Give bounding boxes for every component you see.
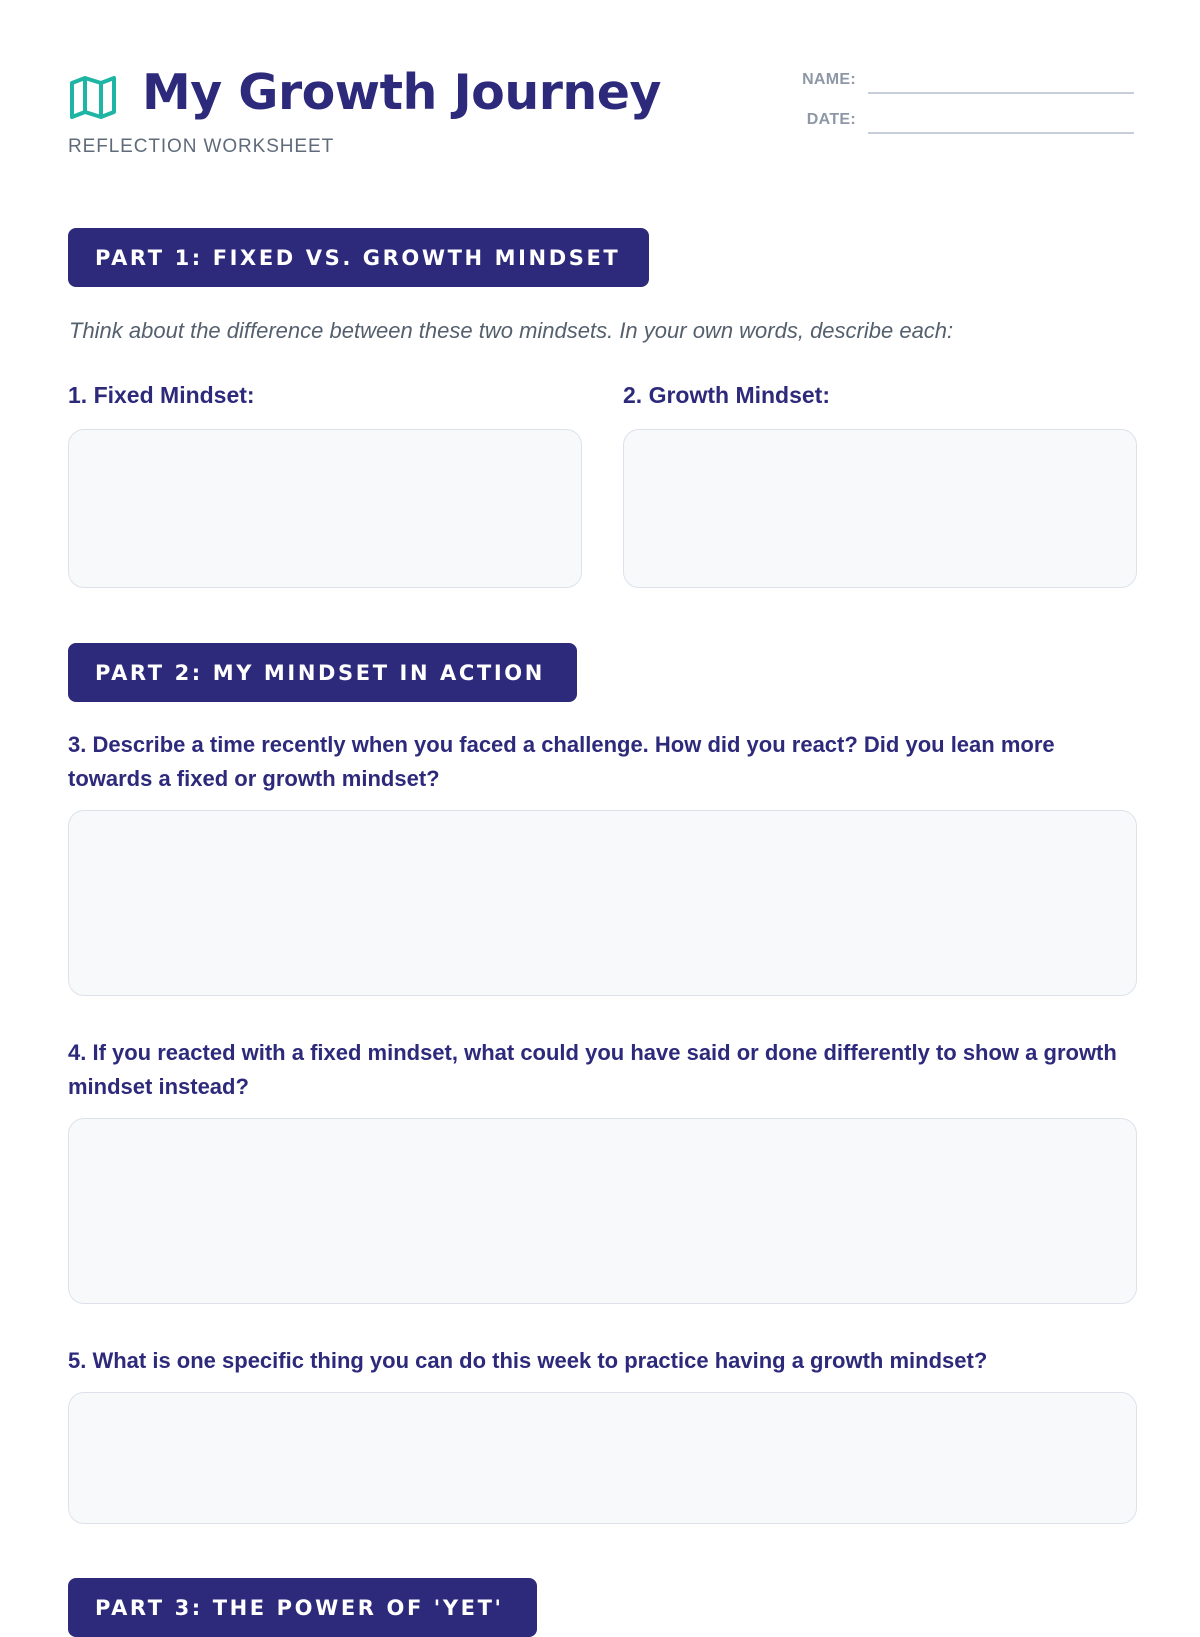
part-2-banner: PART 2: MY MINDSET IN ACTION	[68, 643, 577, 702]
growth-mindset-label: 2. Growth Mindset:	[623, 382, 830, 408]
question-4-answer-box[interactable]	[68, 1118, 1137, 1304]
question-5-answer-box[interactable]	[68, 1392, 1137, 1524]
question-3-answer-box[interactable]	[68, 810, 1137, 996]
question-4: 4. If you reacted with a fixed mindset, what could you have said or done differently to show a growth mindset instead?	[68, 1040, 1117, 1099]
fixed-mindset-label: 1. Fixed Mindset:	[68, 382, 255, 408]
date-field[interactable]	[868, 132, 1134, 134]
question-5: 5. What is one specific thing you can do this week to practice having a growth mindset?	[68, 1348, 988, 1373]
part-3-banner: PART 3: THE POWER OF 'YET'	[68, 1578, 537, 1637]
growth-mindset-answer-box[interactable]	[623, 429, 1137, 588]
name-field[interactable]	[868, 92, 1134, 94]
map-icon	[69, 75, 117, 119]
name-label: NAME:	[802, 71, 856, 88]
page-title: My Growth Journey	[142, 64, 661, 121]
part-1-instructions: Think about the difference between these two mindsets. In your own words, describe each:	[69, 318, 954, 343]
date-label: DATE:	[806, 111, 856, 128]
fixed-mindset-answer-box[interactable]	[68, 429, 582, 588]
part-1-banner: PART 1: FIXED VS. GROWTH MINDSET	[68, 228, 649, 287]
question-3: 3. Describe a time recently when you faced a challenge. How did you react? Did you lean more towards a fixed or growth mindset?	[68, 732, 1055, 791]
page-subtitle: REFLECTION WORKSHEET	[68, 136, 335, 157]
